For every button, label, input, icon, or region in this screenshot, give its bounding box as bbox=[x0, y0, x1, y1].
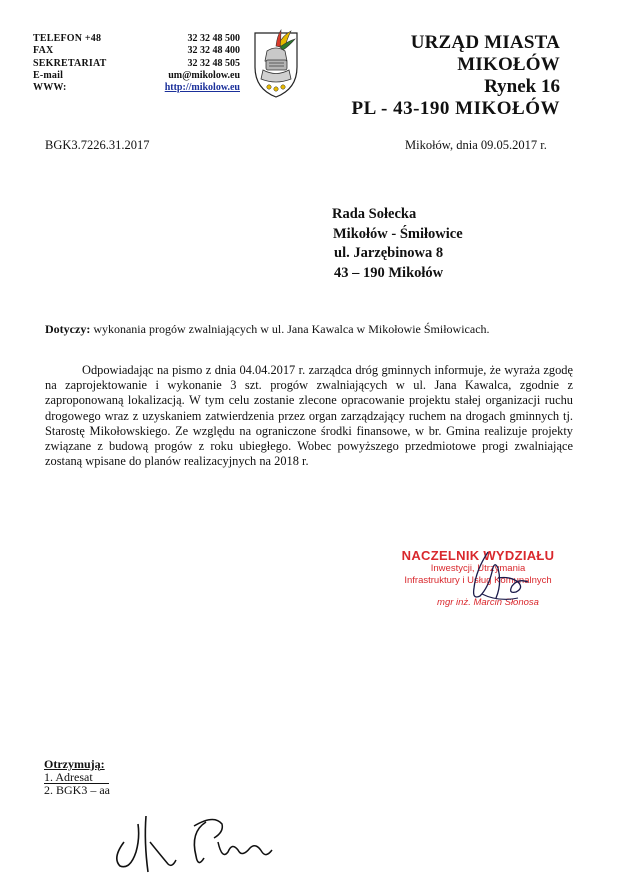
office-name: URZĄD MIASTA MIKOŁÓW bbox=[410, 32, 560, 75]
contact-fax: 32 32 48 400 bbox=[187, 45, 240, 57]
handwritten-signature-icon bbox=[110, 812, 280, 874]
recipients-item: 2. BGK3 – aa bbox=[44, 783, 110, 798]
coat-of-arms-icon bbox=[245, 27, 307, 99]
recipients-title: Otrzymują: bbox=[44, 757, 105, 771]
recipient-address bbox=[332, 205, 463, 283]
recipients-item: 1. Adresat bbox=[44, 771, 109, 785]
contact-label-www: WWW: bbox=[33, 82, 67, 94]
office-address-block bbox=[318, 32, 560, 120]
recipient-line: 43 – 190 Mikołów bbox=[334, 264, 444, 281]
contact-phone: 32 32 48 500 bbox=[187, 33, 240, 44]
recipient-line: Mikołów - Śmiłowice bbox=[333, 225, 463, 242]
subject-text: wykonania progów zwalniających w ul. Jana Kawalca w Mikołowie Śmiłowicach. bbox=[90, 322, 490, 336]
contact-label-secretariat: SEKRETARIAT bbox=[33, 57, 107, 69]
subject-label: Dotyczy: bbox=[45, 322, 91, 336]
contact-label-email: E-mail bbox=[33, 69, 64, 81]
contact-secretariat: 32 32 48 505 bbox=[187, 57, 240, 69]
subject-line bbox=[45, 322, 490, 337]
contact-label-fax: FAX bbox=[33, 45, 54, 57]
letter-body: Odpowiadając na pismo z dnia 04.04.2017 r. zarządca dróg gminnych informuje, że wyraża zgodę na zaprojektowanie i wykonanie 3 szt. progów zwalniających w ul. Jana Kawalca, zgodnie z zaproponowaną lokalizacją. W tym celu zostanie zlecone opracowanie projektu stałej organizacji ruchu drogowego wraz z uzyskaniem zatwierdzenia przez organ zarządzający ruchem na drogach gminnych tj. Starostę Mikołowskiego. Ze względu na ograniczone środki finansowe, w br. Gmina realizuje projekty związane z budową progów z roku ubiegłego. Wobec powyższego przedmiotowe progi zwalniające zostaną wpisane do planów realizacyjnych na 2018 r. bbox=[45, 363, 573, 469]
recipient-line: Rada Sołecka bbox=[332, 206, 417, 222]
stamp-signatory: mgr inż. Marcin Słonosa bbox=[437, 597, 539, 608]
stamp-title: NACZELNIK WYDZIAŁU bbox=[401, 548, 555, 563]
contact-email: um@mikolow.eu bbox=[168, 69, 240, 81]
date-line: Mikołów, dnia 09.05.2017 r. bbox=[405, 138, 547, 152]
contact-labels bbox=[33, 33, 107, 94]
reference-number: BGK3.7226.31.2017 bbox=[45, 138, 150, 152]
website-link[interactable]: http://mikolow.eu bbox=[164, 82, 240, 94]
recipients-list bbox=[44, 758, 110, 797]
stamp-line: Inwestycji, Utrzymania bbox=[430, 563, 526, 574]
stamp-line: Infrastruktury i Usług Komunalnych bbox=[404, 575, 552, 586]
office-street: Rynek 16 bbox=[484, 76, 560, 97]
office-city: PL - 43-190 MIKOŁÓW bbox=[351, 98, 560, 119]
contact-label-phone: TELEFON +48 bbox=[33, 33, 102, 44]
contact-values bbox=[158, 33, 240, 94]
recipient-line: ul. Jarzębinowa 8 bbox=[334, 245, 444, 261]
signature-icon bbox=[458, 548, 548, 608]
